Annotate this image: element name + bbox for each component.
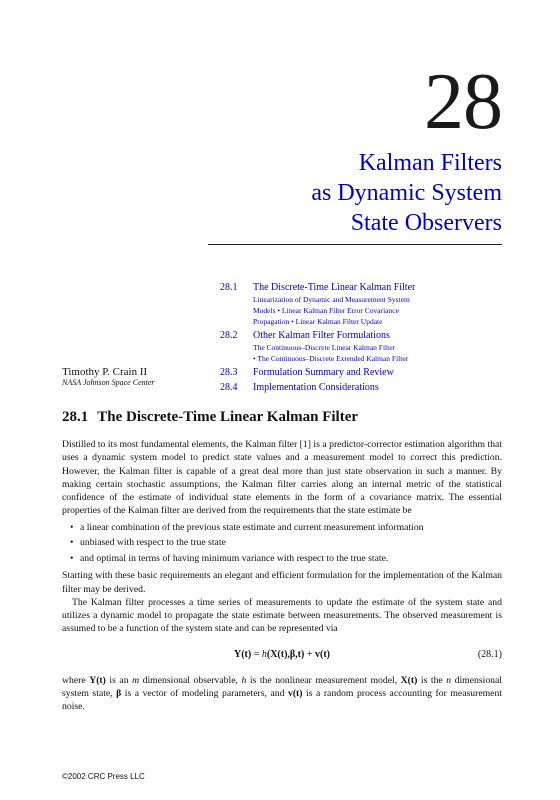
- math-symbol: v(t): [287, 688, 303, 700]
- chapter-title-line: Kalman Filters: [358, 150, 502, 176]
- toc-subtopic[interactable]: Models • Linear Kalman Filter Error Covariance: [253, 306, 399, 315]
- chapter-contents: [220, 281, 510, 396]
- title-rule: [208, 244, 502, 245]
- chapter-title-line: as Dynamic System: [311, 180, 502, 206]
- section-title: The Discrete-Time Linear Kalman Filter: [97, 409, 359, 425]
- toc-title[interactable]: Implementation Considerations: [253, 382, 379, 393]
- author-affiliation: NASA Johnson Space Center: [62, 378, 155, 387]
- body-text: [62, 438, 502, 714]
- toc-number: 28.3: [220, 367, 238, 378]
- author-name: Timothy P. Crain II: [62, 366, 148, 378]
- text-run: is an: [105, 674, 133, 686]
- equation-plus: +: [306, 648, 313, 660]
- copyright-footer: ©2002 CRC Press LLC: [62, 772, 145, 781]
- equation-function: h: [261, 648, 267, 660]
- bullet-item: • unbiased with respect to the true state: [62, 537, 502, 550]
- toc-subtopic[interactable]: • The Continuous–Discrete Extended Kalman Filter: [253, 354, 409, 363]
- equation-number: (28.1): [477, 648, 502, 660]
- toc-entry[interactable]: [220, 329, 510, 364]
- math-symbol: X(t): [400, 674, 418, 686]
- paragraph: Distilled to its most fundamental elements, the Kalman filter [1] is a predictor-corrector estimation algorithm that uses a dynamic system model to predict state values and a measurement model to correct this prediction. However, the Kalman filter is capable of a great deal more than just state observation in such a manner. By making certain stochastic assumptions, the Kalman filter carries along an internal metric of the statistical confidence of the estimate of individual state elements in the form of a covariance matrix. The essential properties of the Kalman filter are derived from the requirements that the state estimate be: [62, 439, 502, 517]
- paragraph: [62, 674, 502, 714]
- math-symbol: m: [132, 674, 140, 686]
- toc-entry[interactable]: [220, 281, 510, 327]
- toc-title[interactable]: The Discrete-Time Linear Kalman Filter: [253, 282, 416, 293]
- text-run: where: [62, 674, 90, 686]
- bullet-item: • and optimal in terms of having minimum variance with respect to the true state.: [62, 553, 502, 566]
- text-run: is the nonlinear measurement model,: [246, 674, 401, 686]
- bullet-item: • a linear combination of the previous state estimate and current measurement information: [62, 522, 502, 535]
- equation-equals: =: [253, 648, 260, 660]
- section-heading: [62, 408, 502, 426]
- math-symbol: β: [116, 688, 122, 700]
- math-symbol: Y(t): [89, 674, 106, 686]
- math-symbol: n: [446, 674, 452, 686]
- toc-number: 28.2: [220, 330, 238, 341]
- chapter-number: 28: [424, 58, 502, 146]
- paragraph: The Kalman filter processes a time series of measurements to update the estimate of the system state and utilizes a dynamic model to propagate the state estimate between measurements. The observed measurement is assumed to be a function of the system state and can be represented via: [62, 596, 502, 635]
- section-number: 28.1: [62, 409, 89, 425]
- toc-number: 28.4: [220, 382, 238, 393]
- bullet-list: [62, 522, 502, 566]
- toc-entry[interactable]: [220, 381, 510, 394]
- toc-entry[interactable]: [220, 366, 510, 379]
- toc-title[interactable]: Other Kalman Filter Formulations: [253, 330, 390, 341]
- equation-lhs: Y(t): [234, 648, 252, 660]
- text-run: is a vector of modeling parameters, and: [121, 688, 288, 700]
- equation-noise: v(t): [314, 648, 330, 660]
- equation-args: (X(t),β,t): [266, 648, 305, 660]
- paragraph: Starting with these basic requirements an elegant and efficient formulation for the implementation of the Kalman filter may be derived.: [62, 570, 502, 595]
- toc-subtopic[interactable]: The Continuous–Discrete Linear Kalman Filter: [253, 343, 396, 352]
- toc-subtopic[interactable]: Linearization of Dynamic and Measurement System: [253, 295, 410, 304]
- equation-body: [62, 648, 502, 661]
- text-run: dimensional observable,: [139, 674, 242, 686]
- math-symbol: h: [241, 674, 247, 686]
- toc-number: 28.1: [220, 282, 238, 293]
- chapter-title-line: State Observers: [350, 210, 502, 236]
- toc-subtopic[interactable]: Propagation • Linear Kalman Filter Update: [253, 317, 383, 326]
- equation: [62, 644, 502, 666]
- text-run: dimensional system state,: [62, 674, 502, 700]
- text-run: is a random process accounting for measurement noise.: [62, 688, 503, 713]
- text-run: is the: [417, 674, 447, 686]
- chapter-title: [311, 148, 502, 238]
- toc-title[interactable]: Formulation Summary and Review: [253, 367, 394, 378]
